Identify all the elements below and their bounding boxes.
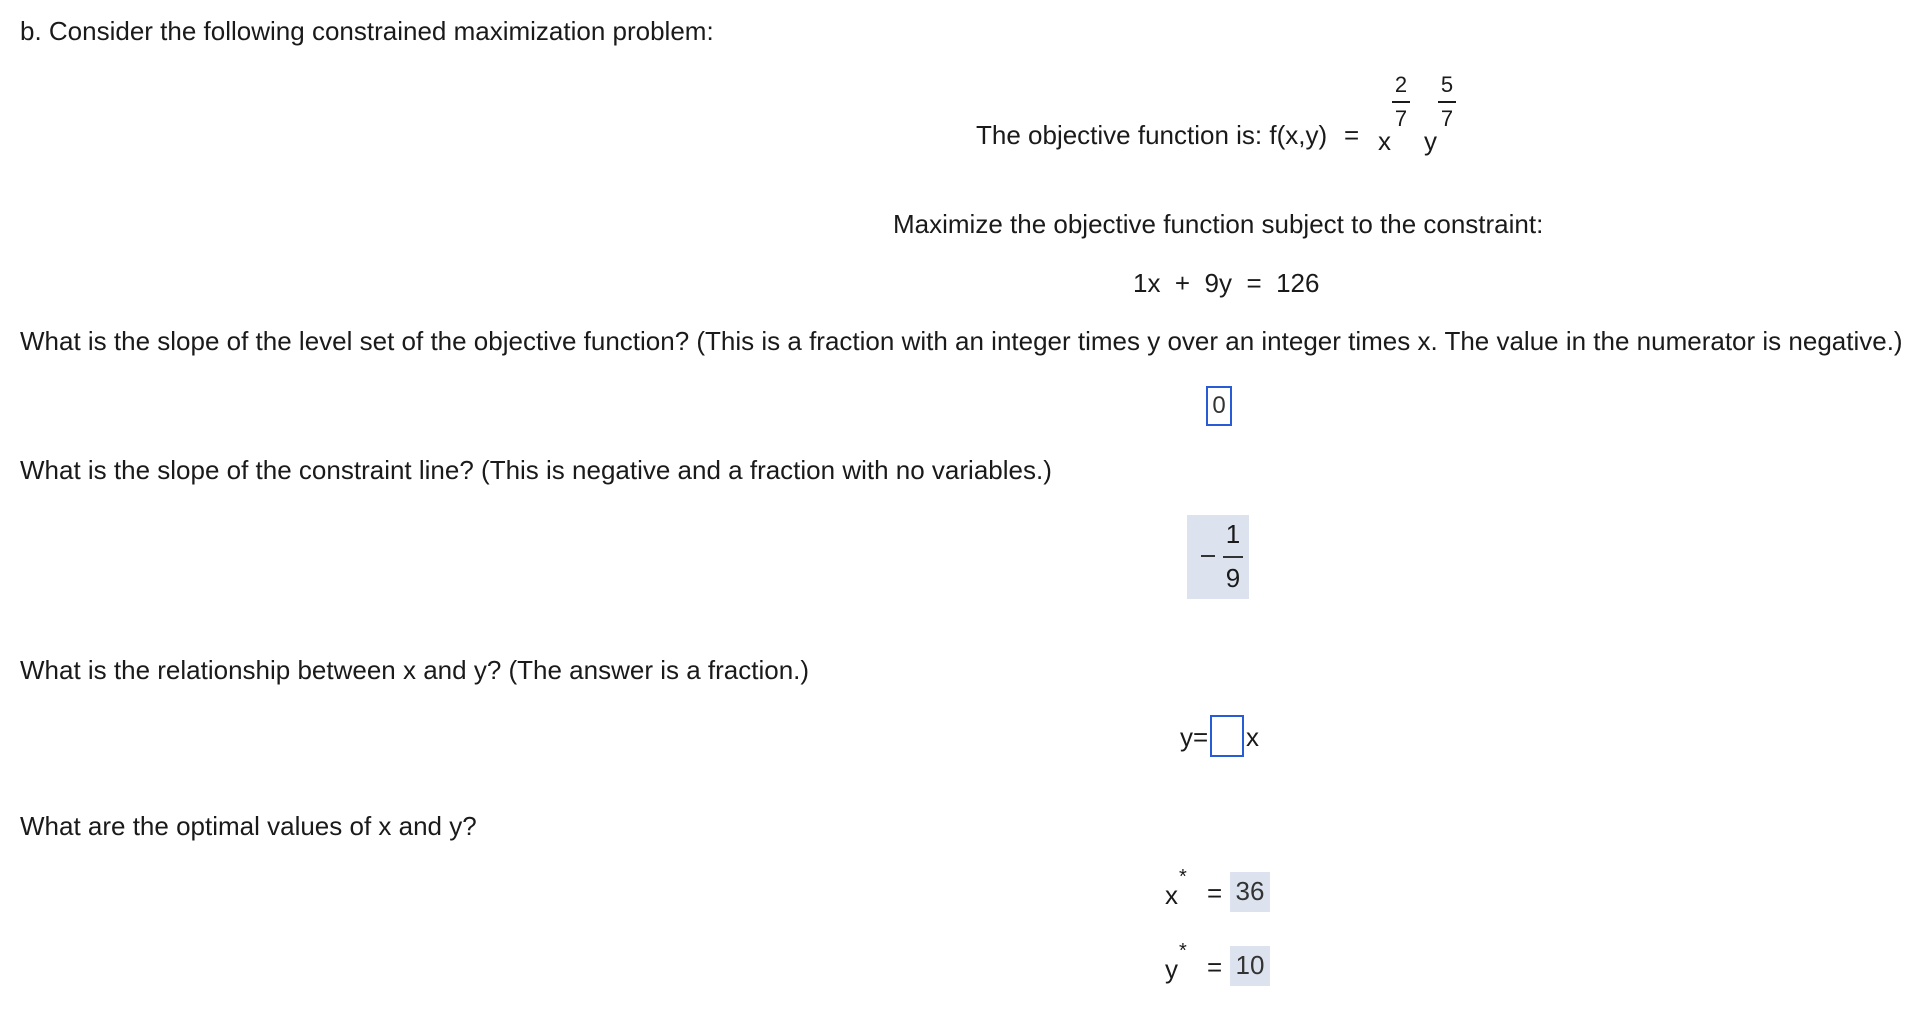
y-exponent-numerator: 5 xyxy=(1440,72,1454,97)
x-star-value[interactable]: 36 xyxy=(1230,872,1270,912)
objective-x-base: x xyxy=(1378,126,1391,156)
x-exponent-numerator: 2 xyxy=(1394,72,1408,97)
intro-text: b. Consider the following constrained maximization problem: xyxy=(20,16,714,46)
objective-y-base: y xyxy=(1424,126,1437,156)
constraint-slope-numerator: 1 xyxy=(1225,519,1241,549)
y-star-value[interactable]: 10 xyxy=(1230,946,1270,986)
fraction-bar xyxy=(1223,556,1243,558)
question-level-set-slope: What is the slope of the level set of the objective function? (This is a fraction with an integer times y over an integer times x. The value in the numerator is negative.) xyxy=(20,326,1903,356)
question-constraint-slope: What is the slope of the constraint line? (This is negative and a fraction with no variables.) xyxy=(20,455,1052,485)
y-star-asterisk: * xyxy=(1179,940,1187,962)
y-star-label: y xyxy=(1165,954,1178,984)
constraint-slope-answer[interactable] xyxy=(1187,515,1249,599)
minus-sign xyxy=(1201,555,1215,557)
y-exponent-denominator: 7 xyxy=(1440,106,1454,131)
xy-relationship-input[interactable] xyxy=(1210,715,1244,757)
y-star-equals: = xyxy=(1207,952,1223,982)
question-xy-relationship: What is the relationship between x and y? (The answer is a fraction.) xyxy=(20,655,810,685)
x-star-label: x xyxy=(1165,880,1178,910)
relationship-prefix: y= xyxy=(1180,722,1209,752)
x-exponent-denominator: 7 xyxy=(1394,106,1408,131)
x-star-asterisk: * xyxy=(1179,866,1187,888)
level-set-slope-input[interactable] xyxy=(1206,386,1232,426)
level-set-slope-value: 0 xyxy=(1212,392,1226,419)
x-star-equals: = xyxy=(1207,878,1223,908)
maximize-text: Maximize the objective function subject to the constraint: xyxy=(893,209,1544,239)
question-optimal-values: What are the optimal values of x and y? xyxy=(20,811,477,841)
constraint-slope-denominator: 9 xyxy=(1225,563,1241,593)
relationship-suffix: x xyxy=(1246,722,1259,752)
objective-equals: = xyxy=(1344,120,1360,150)
constraint-equation: 1x + 9y = 126 xyxy=(1133,268,1320,298)
y-exponent-fraction xyxy=(1436,74,1458,130)
objective-label: The objective function is: f(x,y) xyxy=(976,120,1328,150)
x-exponent-fraction xyxy=(1390,74,1412,130)
